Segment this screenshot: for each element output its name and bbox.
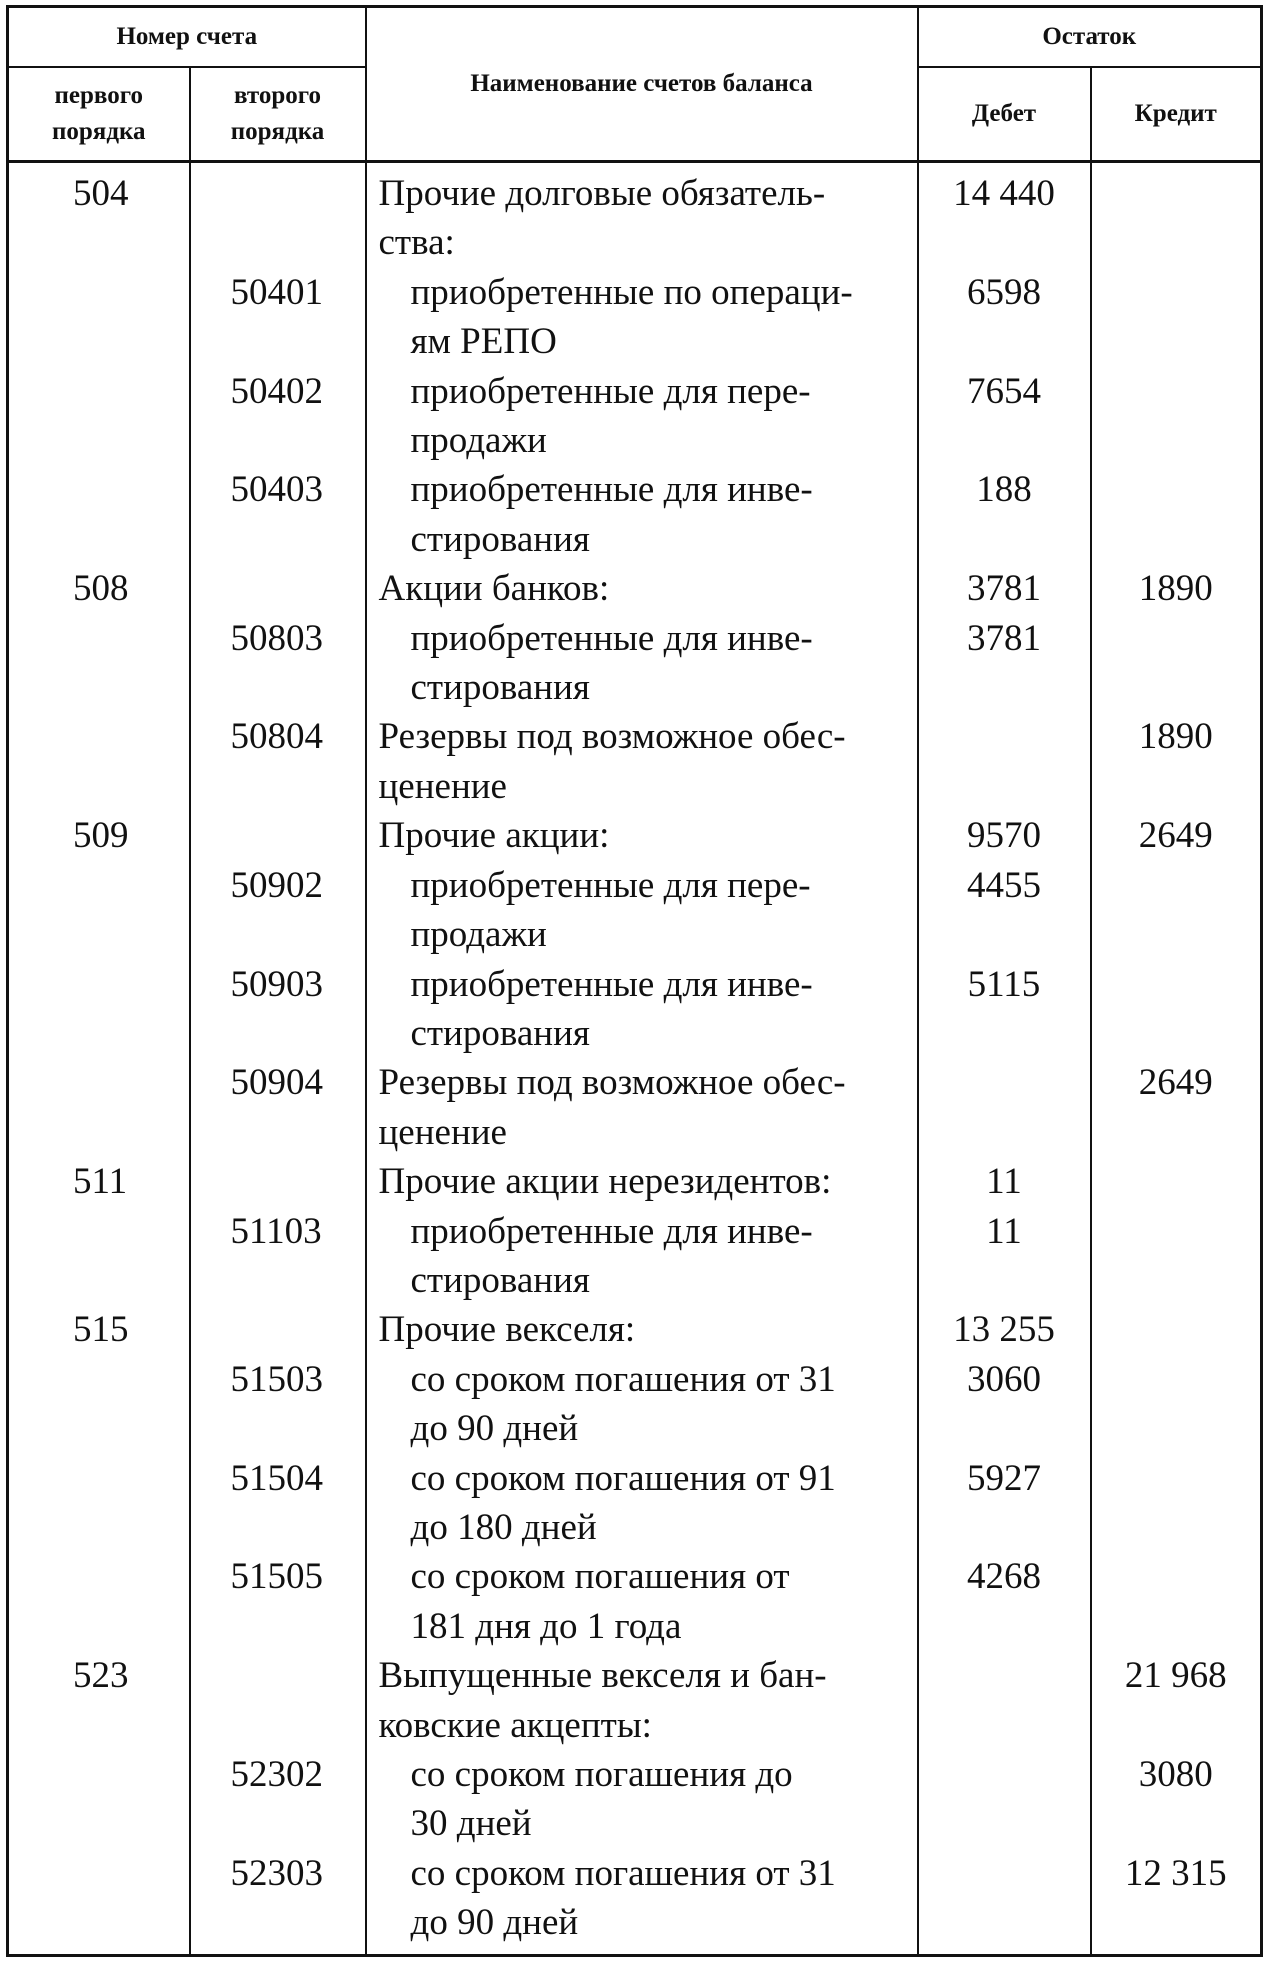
first-order-account: 508 <box>8 564 190 613</box>
account-name-line: Резервы под возможное обес- <box>378 716 846 758</box>
table-header <box>8 7 1262 162</box>
account-name <box>366 1305 918 1354</box>
first-order-account <box>8 1355 190 1454</box>
table-row <box>8 367 1262 466</box>
credit-header: Кредит <box>1091 67 1262 162</box>
first-order-account <box>8 1207 190 1306</box>
account-name-line: до 90 дней <box>410 1902 579 1944</box>
account-name-line: ковские акцепты: <box>378 1704 652 1746</box>
credit-balance <box>1091 367 1262 466</box>
debit-balance: 3060 <box>918 1355 1091 1454</box>
account-name-line: со сроком погашения от 91 <box>410 1457 836 1499</box>
account-name <box>366 1454 918 1553</box>
first-order-account <box>8 1454 190 1553</box>
account-name-line: 30 дней <box>410 1803 532 1845</box>
first-order-account: 515 <box>8 1305 190 1354</box>
credit-balance <box>1091 861 1262 960</box>
second-order-account <box>190 564 366 613</box>
account-name-line: стирования <box>410 1259 590 1301</box>
credit-balance <box>1091 268 1262 367</box>
credit-balance <box>1091 169 1262 268</box>
second-order-header-line: второго <box>234 82 321 109</box>
table-row <box>8 1552 1262 1651</box>
second-order-account: 51505 <box>190 1552 366 1651</box>
first-order-account: 523 <box>8 1651 190 1750</box>
balance-header: Остаток <box>918 7 1262 68</box>
divider-cell <box>366 162 918 170</box>
table-row <box>8 1849 1262 1956</box>
account-name <box>366 1207 918 1306</box>
first-order-account <box>8 1058 190 1157</box>
first-order-header-line: порядка <box>51 118 146 145</box>
second-order-account: 50401 <box>190 268 366 367</box>
account-name-line: ства: <box>378 222 455 264</box>
table-row <box>8 960 1262 1059</box>
account-name-line: стирования <box>410 1012 590 1054</box>
debit-balance <box>918 1750 1091 1849</box>
account-name-line: приобретенные для инве- <box>410 1210 813 1252</box>
account-name <box>366 861 918 960</box>
account-name <box>366 367 918 466</box>
account-name-line: приобретенные для инве- <box>410 469 813 511</box>
account-name-line: со сроком погашения от 31 <box>410 1852 836 1894</box>
account-name <box>366 1651 918 1750</box>
account-name <box>366 169 918 268</box>
first-order-account <box>8 465 190 564</box>
first-order-header-line: первого <box>54 82 143 109</box>
second-order-account: 50903 <box>190 960 366 1059</box>
first-order-header <box>8 67 190 162</box>
account-name-line: приобретенные для инве- <box>410 963 813 1005</box>
debit-balance: 4268 <box>918 1552 1091 1651</box>
first-order-account <box>8 712 190 811</box>
second-order-account <box>190 1651 366 1750</box>
first-order-account <box>8 1849 190 1956</box>
second-order-header <box>190 67 366 162</box>
credit-balance <box>1091 1454 1262 1553</box>
credit-balance <box>1091 614 1262 713</box>
divider-cell <box>1091 162 1262 170</box>
account-name <box>366 1849 918 1956</box>
first-order-account <box>8 268 190 367</box>
second-order-account <box>190 169 366 268</box>
second-order-account <box>190 1157 366 1206</box>
debit-balance <box>918 712 1091 811</box>
first-order-account: 509 <box>8 811 190 860</box>
table-row <box>8 169 1262 268</box>
account-name <box>366 614 918 713</box>
account-number-header: Номер счета <box>8 7 366 68</box>
credit-balance: 12 315 <box>1091 1849 1262 1956</box>
credit-balance <box>1091 1305 1262 1354</box>
account-name <box>366 1157 918 1206</box>
account-name <box>366 960 918 1059</box>
table-row <box>8 811 1262 860</box>
table-row <box>8 1207 1262 1306</box>
table-body <box>8 162 1262 1956</box>
debit-balance <box>918 1849 1091 1956</box>
debit-balance: 3781 <box>918 614 1091 713</box>
account-name-line: приобретенные для пере- <box>410 864 811 906</box>
account-name-line: Прочие акции: <box>378 815 610 857</box>
second-order-account: 52303 <box>190 1849 366 1956</box>
credit-balance <box>1091 465 1262 564</box>
debit-balance: 3781 <box>918 564 1091 613</box>
credit-balance <box>1091 960 1262 1059</box>
account-name-line: до 180 дней <box>410 1506 597 1548</box>
account-name <box>366 1750 918 1849</box>
table-row <box>8 861 1262 960</box>
debit-balance: 4455 <box>918 861 1091 960</box>
second-order-account: 50904 <box>190 1058 366 1157</box>
table-row <box>8 1305 1262 1354</box>
second-order-account: 51503 <box>190 1355 366 1454</box>
credit-balance <box>1091 1207 1262 1306</box>
account-name-line: Резервы под возможное обес- <box>378 1062 846 1104</box>
account-name-line: Прочие долговые обязатель- <box>378 173 826 214</box>
first-order-account <box>8 1750 190 1849</box>
second-order-account: 50403 <box>190 465 366 564</box>
table-row <box>8 712 1262 811</box>
debit-balance: 188 <box>918 465 1091 564</box>
table-row <box>8 564 1262 613</box>
credit-balance <box>1091 1157 1262 1206</box>
debit-balance: 11 <box>918 1157 1091 1206</box>
first-order-account <box>8 367 190 466</box>
account-name-line: ценение <box>378 1111 507 1153</box>
account-name <box>366 1058 918 1157</box>
debit-balance: 5115 <box>918 960 1091 1059</box>
credit-balance <box>1091 1355 1262 1454</box>
table-row <box>8 1058 1262 1157</box>
divider-cell <box>190 162 366 170</box>
second-order-account: 50803 <box>190 614 366 713</box>
second-order-account: 50804 <box>190 712 366 811</box>
credit-balance: 21 968 <box>1091 1651 1262 1750</box>
first-order-account <box>8 861 190 960</box>
debit-balance: 14 440 <box>918 169 1091 268</box>
account-name <box>366 811 918 860</box>
credit-balance: 2649 <box>1091 811 1262 860</box>
credit-balance: 3080 <box>1091 1750 1262 1849</box>
first-order-account: 504 <box>8 169 190 268</box>
credit-balance: 2649 <box>1091 1058 1262 1157</box>
account-name-line: Прочие векселя: <box>378 1309 636 1351</box>
account-name-line: ценение <box>378 765 507 807</box>
account-name <box>366 1355 918 1454</box>
account-name-line: до 90 дней <box>410 1408 579 1450</box>
debit-balance <box>918 1651 1091 1750</box>
balance-accounts-table <box>6 5 1263 1957</box>
divider-cell <box>8 162 190 170</box>
divider-cell <box>918 162 1091 170</box>
account-name-line: 181 дня до 1 года <box>410 1605 682 1647</box>
account-name <box>366 465 918 564</box>
account-name-header: Наименование счетов баланса <box>366 7 918 162</box>
credit-balance: 1890 <box>1091 564 1262 613</box>
second-order-account <box>190 1305 366 1354</box>
account-name-line: со сроком погашения от 31 <box>410 1358 836 1400</box>
account-name <box>366 564 918 613</box>
debit-balance: 9570 <box>918 811 1091 860</box>
second-order-account <box>190 811 366 860</box>
debit-balance: 13 255 <box>918 1305 1091 1354</box>
account-name-line: приобретенные для пере- <box>410 370 811 412</box>
table-row <box>8 465 1262 564</box>
account-name-line: стирования <box>410 667 590 709</box>
account-name-line: приобретенные по операци- <box>410 271 853 313</box>
debit-balance <box>918 1058 1091 1157</box>
second-order-account: 52302 <box>190 1750 366 1849</box>
first-order-account: 511 <box>8 1157 190 1206</box>
credit-balance <box>1091 1552 1262 1651</box>
account-name-line: продажи <box>410 914 547 956</box>
table-row <box>8 1651 1262 1750</box>
account-name-line: со сроком погашения от <box>410 1556 790 1598</box>
table-row <box>8 1750 1262 1849</box>
header-divider-row <box>8 162 1262 170</box>
account-name <box>366 1552 918 1651</box>
table-row <box>8 614 1262 713</box>
account-name-line: приобретенные для инве- <box>410 617 813 659</box>
account-name-line: стирования <box>410 518 590 560</box>
account-name-line: ям РЕПО <box>410 321 557 363</box>
second-order-header-line: порядка <box>230 118 325 145</box>
second-order-account: 51504 <box>190 1454 366 1553</box>
debit-balance: 7654 <box>918 367 1091 466</box>
first-order-account <box>8 960 190 1059</box>
account-name-line: Выпущенные векселя и бан- <box>378 1655 827 1697</box>
account-name <box>366 268 918 367</box>
table-row <box>8 1157 1262 1206</box>
account-name <box>366 712 918 811</box>
table-row <box>8 1355 1262 1454</box>
second-order-account: 51103 <box>190 1207 366 1306</box>
table-row <box>8 268 1262 367</box>
account-name-line: Акции банков: <box>378 568 610 610</box>
second-order-account: 50402 <box>190 367 366 466</box>
credit-balance: 1890 <box>1091 712 1262 811</box>
debit-balance: 6598 <box>918 268 1091 367</box>
account-name-line: со сроком погашения до <box>410 1754 793 1795</box>
second-order-account: 50902 <box>190 861 366 960</box>
account-name-line: продажи <box>410 420 547 462</box>
account-name-line: Прочие акции нерезидентов: <box>378 1161 832 1203</box>
first-order-account <box>8 1552 190 1651</box>
debit-balance: 11 <box>918 1207 1091 1306</box>
first-order-account <box>8 614 190 713</box>
debit-balance: 5927 <box>918 1454 1091 1553</box>
debit-header: Дебет <box>918 67 1091 162</box>
table-row <box>8 1454 1262 1553</box>
